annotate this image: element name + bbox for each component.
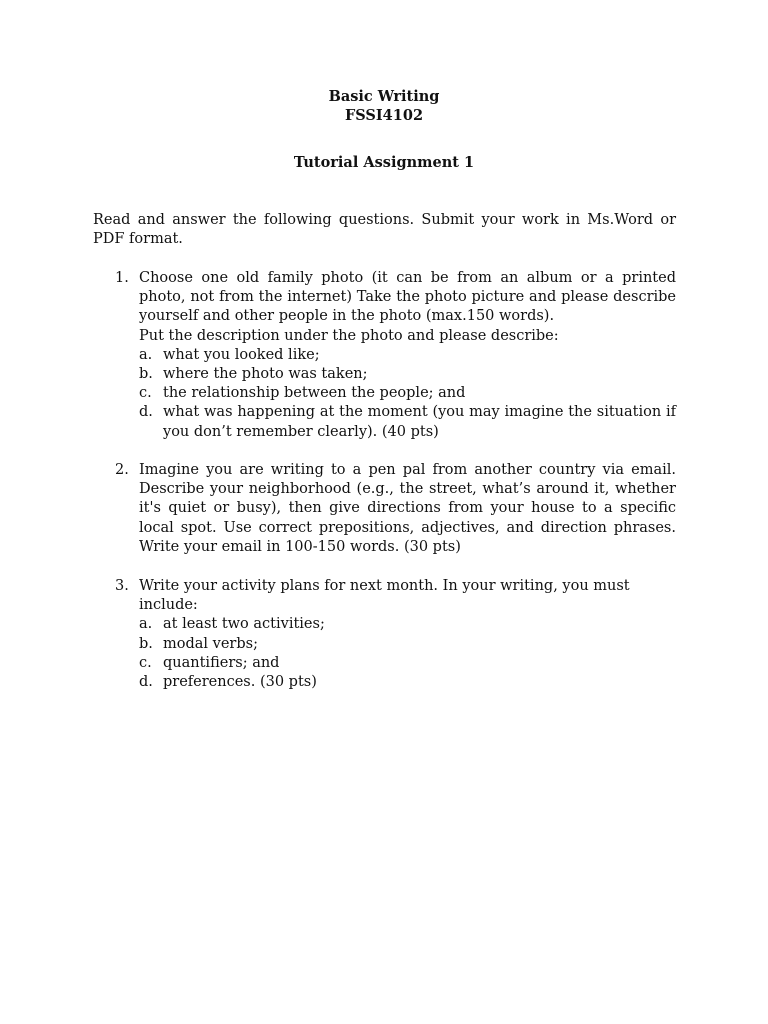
question-1 — [93, 269, 676, 442]
course-code: FSSI4102 — [344, 107, 424, 124]
list-item-letter: c. — [139, 654, 152, 671]
list-item-letter: d. — [139, 404, 153, 421]
list-item-text: the relationship between the people; and — [163, 385, 466, 402]
question-text: Choose one old family photo (it can be from an album or a printed photo, not from the internet) Take the photo picture and please describe yourself and other people in the photo (max.150 words). — [139, 270, 676, 325]
list-item-text: what was happening at the moment (you may imagine the situation if you don’t remember clearly). (40 pts) — [163, 404, 676, 440]
list-item — [139, 365, 676, 384]
list-item — [139, 384, 676, 403]
sub-item-list — [139, 615, 676, 692]
sub-item-list — [139, 346, 676, 442]
assignment-title: Tutorial Assignment 1 — [293, 154, 475, 171]
list-item-text: at least two activities; — [163, 616, 325, 633]
list-item-text: modal verbs; — [163, 635, 258, 652]
question-3 — [93, 577, 676, 692]
list-item-letter: b. — [139, 635, 153, 652]
list-item — [139, 346, 676, 365]
question-text: Write your activity plans for next month. In your writing, you must include: — [139, 578, 630, 614]
list-item-text: quantifiers; and — [163, 654, 280, 671]
question-body — [139, 577, 676, 692]
list-item — [139, 654, 676, 673]
question-number: 1. — [115, 270, 129, 286]
list-item-text: preferences. (30 pts) — [163, 674, 317, 691]
question-followup: Put the description under the photo and please describe: — [139, 327, 559, 344]
list-item-letter: b. — [139, 366, 153, 383]
instructions-paragraph: Read and answer the following questions. Submit your work in Ms.Word or PDF format. — [93, 212, 676, 248]
list-item-letter: d. — [139, 674, 153, 691]
question-number: 2. — [115, 462, 129, 478]
list-item — [139, 403, 676, 441]
list-item-text: what you looked like; — [163, 346, 320, 363]
list-item — [139, 673, 676, 692]
list-item-letter: c. — [139, 385, 152, 402]
document-title: Basic Writing — [328, 88, 440, 105]
question-2 — [93, 461, 676, 557]
question-body — [139, 269, 676, 442]
list-item-letter: a. — [139, 616, 153, 633]
list-item — [139, 615, 676, 634]
question-text: Imagine you are writing to a pen pal from another country via email. Describe your neighborhood (e.g., the street, what’s around it, whether it's quiet or busy), then give directions from your house to a specific local spot. Use correct prepositions, adjectives, and direction phrases. Write your email in 100-150 words. (30 pts) — [139, 462, 676, 555]
list-item-text: where the photo was taken; — [163, 366, 368, 383]
question-number: 3. — [115, 578, 129, 594]
question-body — [139, 461, 676, 557]
list-item-letter: a. — [139, 346, 153, 363]
list-item — [139, 635, 676, 654]
